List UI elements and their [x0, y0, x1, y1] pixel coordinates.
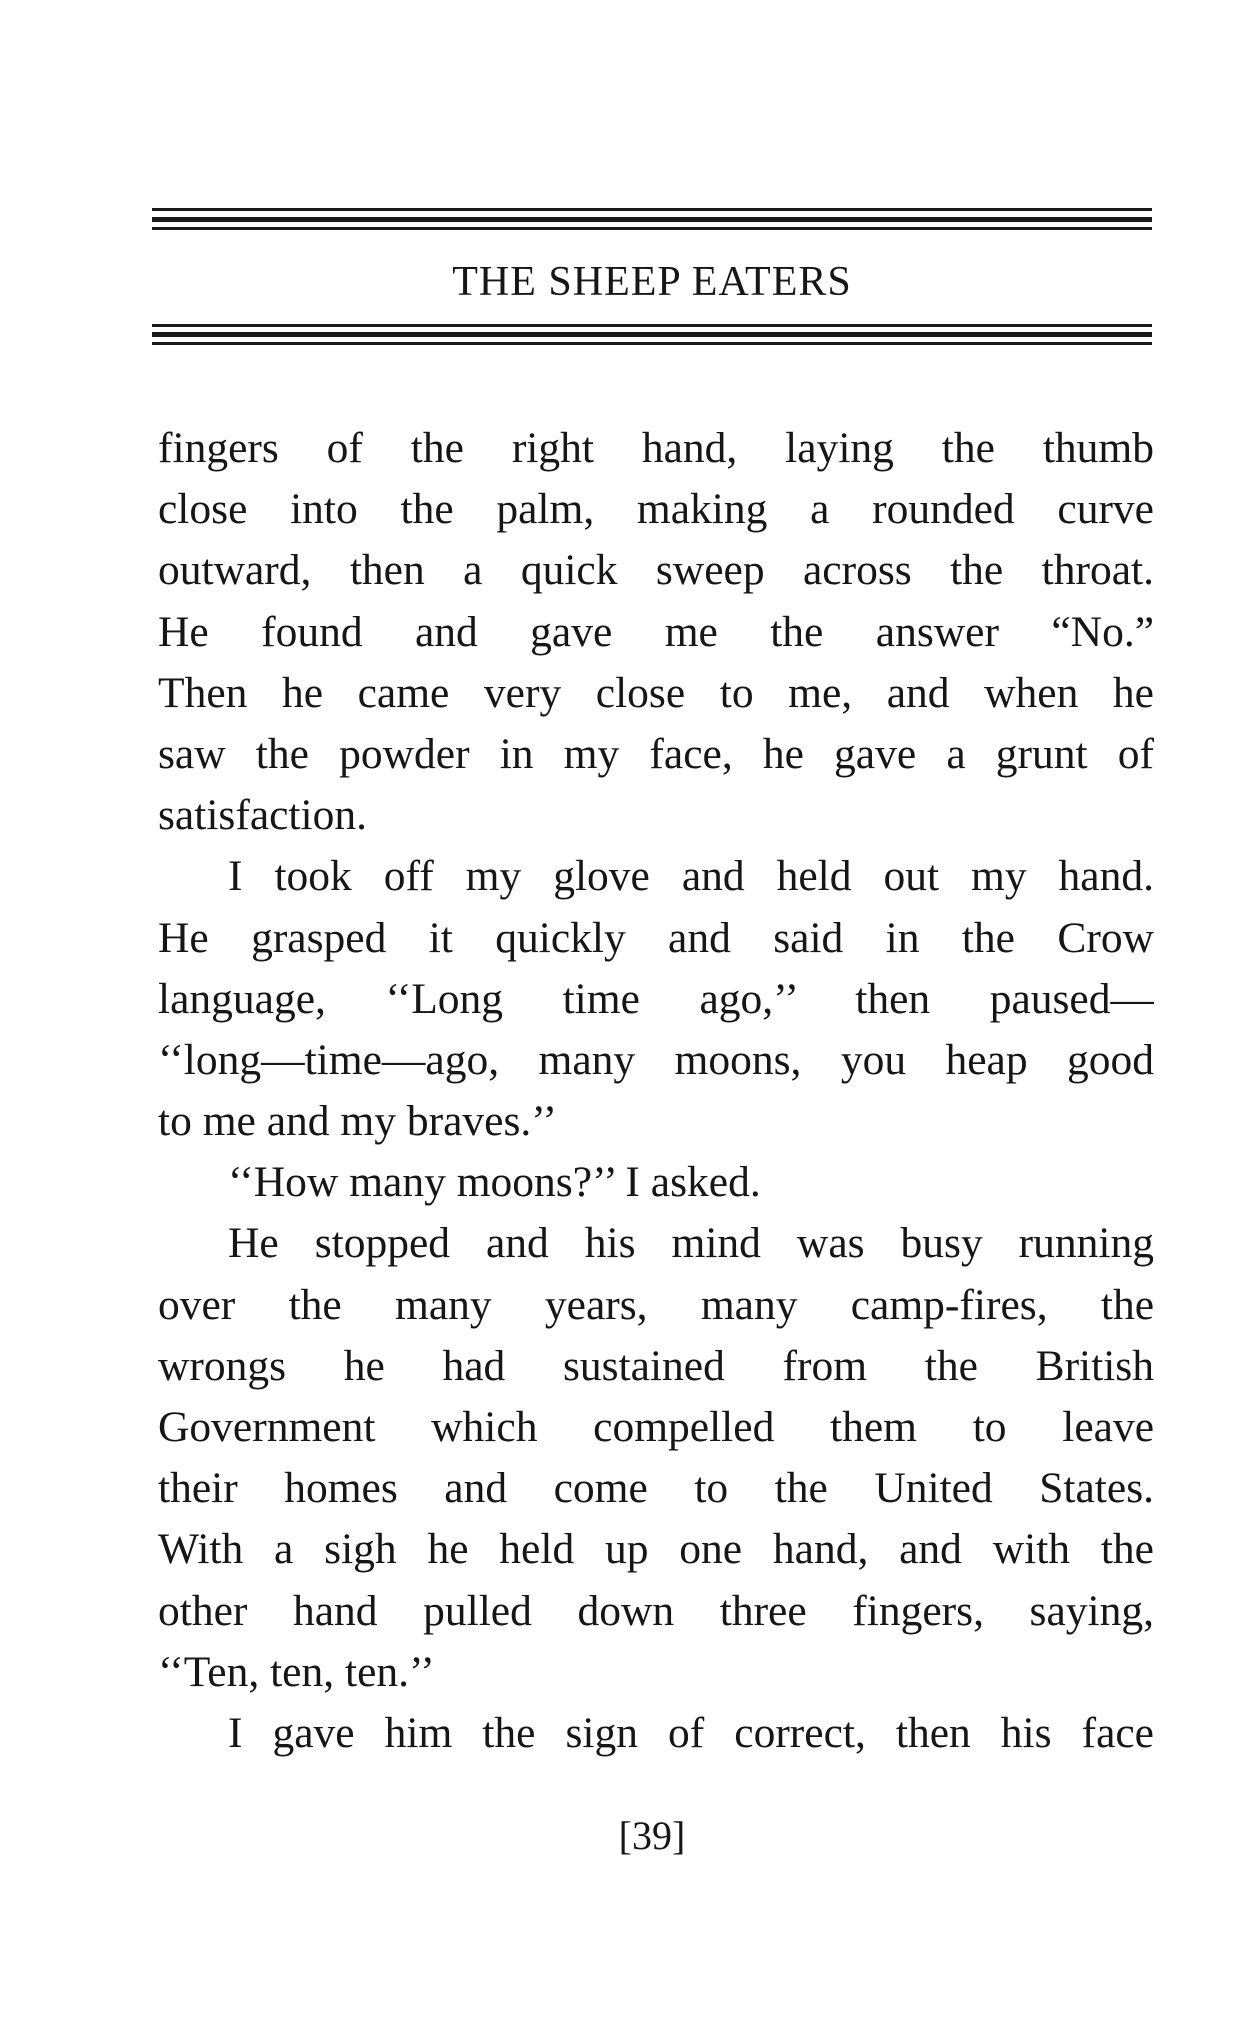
- text-line: I took off my glove and held out my hand.: [228, 852, 1154, 901]
- text-line: I gave him the sign of correct, then his face: [228, 1708, 1154, 1757]
- running-head: THE SHEEP EATERS: [452, 259, 852, 305]
- text-line: He grasped it quickly and said in the Crow: [158, 913, 1154, 962]
- text-line: their homes and come to the United States.: [158, 1464, 1154, 1513]
- text-line: saw the powder in my face, he gave a grunt of: [158, 729, 1154, 778]
- text-line: close into the palm, making a rounded curve: [158, 485, 1154, 534]
- text-line: Then he came very close to me, and when he: [158, 668, 1154, 717]
- text-line: outward, then a quick sweep across the throat.: [158, 546, 1154, 595]
- text-line: language, ‘‘Long time ago,’’ then paused—: [158, 974, 1154, 1023]
- text-line: fingers of the right hand, laying the thumb: [158, 424, 1154, 472]
- text-line: to me and my braves.’’: [158, 1097, 558, 1146]
- text-line: other hand pulled down three fingers, saying,: [158, 1586, 1154, 1635]
- text-line: over the many years, many camp-fires, the: [158, 1280, 1154, 1329]
- page-number: [39]: [618, 1813, 686, 1858]
- text-line: He stopped and his mind was busy running: [228, 1219, 1154, 1268]
- header-top-rules: [152, 208, 1152, 238]
- text-line: He found and gave me the answer “No.”: [158, 607, 1154, 656]
- text-line: ‘‘How many moons?’’ I asked.: [228, 1158, 761, 1207]
- text-line: ‘‘long—time—ago, many moons, you heap good: [158, 1035, 1154, 1084]
- text-line: With a sigh he held up one hand, and with the: [158, 1525, 1154, 1574]
- text-line: ‘‘Ten, ten, ten.’’: [158, 1647, 435, 1696]
- text-line: wrongs he had sustained from the British: [158, 1341, 1154, 1390]
- header-bottom-rules: [152, 324, 1152, 354]
- text-line: Government which compelled them to leave: [158, 1403, 1154, 1451]
- text-line: satisfaction.: [158, 791, 367, 840]
- body-text: [158, 418, 1154, 1764]
